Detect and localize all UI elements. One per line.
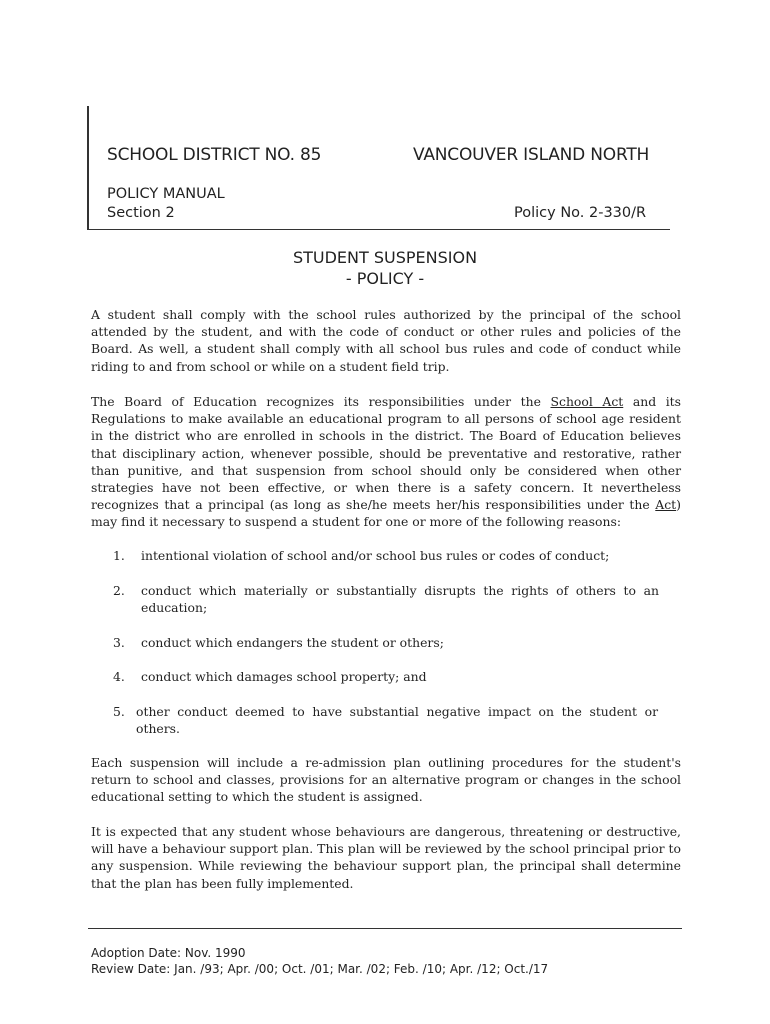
footer-rule [88, 928, 682, 929]
paragraph-behaviour-plan [91, 823, 681, 892]
paragraph-text-part: The Board of Education recognizes its responsibilities under the [91, 394, 551, 409]
act-reference: Act [655, 497, 677, 513]
header-vertical-rule [87, 106, 89, 230]
list-item-text: conduct which damages school property; and [141, 669, 427, 684]
list-item-text: intentional violation of school and/or school bus rules or codes of conduct; [141, 548, 610, 563]
paragraph-text-part: ) may find it necessary to suspend a student for one or more of the following reasons: [91, 497, 681, 530]
review-dates: Review Date: Jan. /93; Apr. /00; Oct. /01; Mar. /02; Feb. /10; Apr. /12; Oct./17 [91, 962, 549, 976]
district-name: SCHOOL DISTRICT NO. 85 [107, 145, 322, 165]
list-item-number: 1. [113, 548, 125, 563]
adoption-date: Adoption Date: Nov. 1990 [91, 946, 246, 960]
list-item-number: 3. [113, 635, 125, 650]
policy-number: Policy No. 2-330/R [514, 205, 647, 221]
paragraph-text: A student shall comply with the school rules authorized by the principal of the school attended by the student, and with the code of conduct or other rules and policies of the Board. As well, a student shall comply with all school bus rules and code of conduct while riding to and from school or while on a student field trip. [91, 307, 681, 374]
region-name: VANCOUVER ISLAND NORTH [413, 145, 650, 165]
list-item-text: other conduct deemed to have substantial negative impact on the student or others. [136, 704, 658, 737]
school-act-reference: School Act [550, 394, 624, 409]
list-item-text: conduct which materially or substantially disrupts the rights of others to an education; [141, 583, 659, 616]
page-title [0, 247, 770, 289]
paragraph-compliance [91, 306, 681, 375]
paragraph-readmission [91, 754, 681, 806]
paragraph-text-part: and its Regulations to make available an educational program to all persons of school age resident in the district who are enrolled in schools in the district. The Board of Education believes that disciplinary action, whenever possible, should be preventative and restorative, rather than punitive, and that suspension from school should only be considered when other strategies have not been effective, or when there is a safety concern. It nevertheless recognizes that a principal (as long as she/he meets her/his responsibilities under the [91, 394, 681, 513]
policy-manual-label: POLICY MANUAL [107, 186, 225, 202]
title-line-2: - POLICY - [345, 269, 425, 288]
paragraph-text: It is expected that any student whose behaviours are dangerous, threatening or destructive, will have a behaviour support plan. This plan will be reviewed by the school principal prior to any suspension. While reviewing the behaviour support plan, the principal shall determine that the plan has been fully implemented. [91, 824, 681, 891]
list-item-number: 4. [113, 669, 125, 684]
list-item-number: 5. [113, 704, 125, 719]
paragraph-text: Each suspension will include a re-admission plan outlining procedures for the student's return to school and classes, provisions for an alternative program or changes in the school educational setting to which the student is assigned. [91, 755, 681, 805]
section-label: Section 2 [107, 205, 175, 221]
header-horizontal-rule [87, 229, 670, 230]
paragraph-board-responsibilities [91, 393, 681, 531]
title-line-1: STUDENT SUSPENSION [292, 248, 478, 267]
list-item-text: conduct which endangers the student or others; [141, 635, 444, 650]
paragraph-text [91, 393, 681, 531]
list-item-number: 2. [113, 583, 125, 598]
